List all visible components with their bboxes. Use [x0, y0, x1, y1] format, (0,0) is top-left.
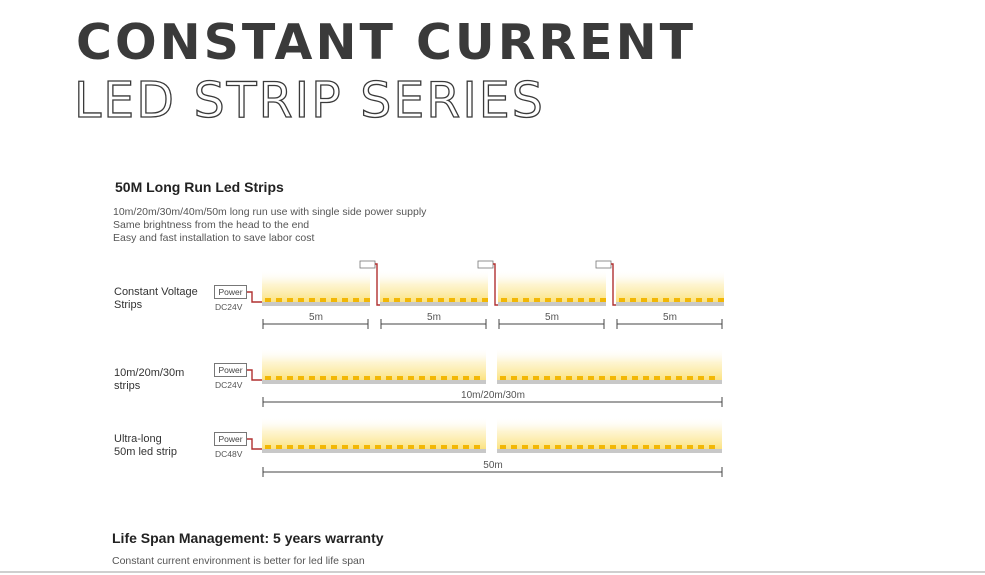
led-chip [287, 445, 293, 449]
led-chip [416, 298, 422, 302]
led-chip [419, 376, 425, 380]
led-chip [687, 445, 693, 449]
led-chip [309, 376, 315, 380]
row-label-line: Constant Voltage [114, 286, 198, 298]
led-chip [643, 376, 649, 380]
strip-length-label: 50m [483, 460, 503, 471]
led-chip [522, 376, 528, 380]
led-chip [331, 445, 337, 449]
led-chip [438, 298, 444, 302]
strips-layer [247, 261, 724, 453]
long-run-line-2: Same brightness from the head to the end [113, 219, 310, 231]
led-chip [405, 298, 411, 302]
led-chip [375, 376, 381, 380]
led-chip [555, 376, 561, 380]
led-chip [452, 445, 458, 449]
led-chip [298, 298, 304, 302]
led-chip [654, 445, 660, 449]
strip-glow [262, 417, 486, 449]
led-chip [534, 298, 540, 302]
led-chip [588, 445, 594, 449]
led-chip [276, 376, 282, 380]
power-supply-box: Power [214, 363, 247, 377]
power-cable [247, 292, 262, 302]
led-chip [364, 298, 370, 302]
led-chip [533, 445, 539, 449]
led-chip [441, 376, 447, 380]
led-chip [463, 376, 469, 380]
power-cable [247, 370, 262, 380]
led-chip [298, 376, 304, 380]
led-chip [544, 376, 550, 380]
led-chip [698, 445, 704, 449]
strip-base [497, 380, 722, 384]
led-chip [500, 376, 506, 380]
led-chip [630, 298, 636, 302]
led-chip [676, 376, 682, 380]
voltage-label: DC24V [215, 380, 243, 390]
life-span-title: Life Span Management: 5 years warranty [112, 530, 384, 546]
led-chip [687, 376, 693, 380]
led-chip [364, 376, 370, 380]
power-cable [493, 264, 498, 305]
led-chip [276, 445, 282, 449]
led-chip [500, 445, 506, 449]
led-chip [709, 445, 715, 449]
strip-base [262, 302, 370, 306]
strip-glow [262, 348, 486, 380]
voltage-label: DC24V [215, 302, 243, 312]
led-chip [460, 298, 466, 302]
led-chip [599, 445, 605, 449]
strip-glow [498, 270, 606, 302]
led-chip [566, 445, 572, 449]
led-chip [383, 298, 389, 302]
power-cable [611, 264, 616, 305]
power-supply-box: Power [214, 432, 247, 446]
led-chip [599, 376, 605, 380]
led-chip [309, 298, 315, 302]
led-chip [474, 445, 480, 449]
led-chip [522, 445, 528, 449]
row-label-constant-voltage [114, 286, 198, 312]
page-subtitle-text: LED STRIP SERIES [74, 72, 545, 129]
strip-base [262, 380, 486, 384]
led-chip [544, 445, 550, 449]
row-label-line: 10m/20m/30m [114, 367, 185, 379]
led-chip [353, 376, 359, 380]
led-chip [577, 445, 583, 449]
page-title: CONSTANT CURRENT [76, 14, 697, 71]
led-chip [621, 445, 627, 449]
led-chip [577, 376, 583, 380]
led-chip [652, 298, 658, 302]
led-chip [588, 376, 594, 380]
led-chip [482, 298, 488, 302]
led-chip [331, 376, 337, 380]
led-chip [397, 445, 403, 449]
led-chip [265, 445, 271, 449]
led-chip [386, 376, 392, 380]
voltage-label: DC48V [215, 449, 243, 459]
led-chip [511, 445, 517, 449]
led-chip [674, 298, 680, 302]
led-chip [632, 445, 638, 449]
led-chip [555, 445, 561, 449]
led-chip [353, 445, 359, 449]
strip-length-label: 10m/20m/30m [461, 390, 525, 401]
led-chip [512, 298, 518, 302]
strip-base [498, 302, 606, 306]
led-chip [397, 376, 403, 380]
life-span-desc: Constant current environment is better for led life span [112, 555, 365, 567]
led-chip [707, 298, 713, 302]
strip-base [497, 449, 722, 453]
led-chip [320, 376, 326, 380]
row-label-ultra-long [114, 433, 177, 459]
strip-glow [262, 270, 370, 302]
mini-power-box [478, 261, 493, 268]
led-chip [632, 376, 638, 380]
row-label-line: 50m led strip [114, 446, 177, 458]
led-chip [676, 445, 682, 449]
led-chip [419, 445, 425, 449]
mini-power-box [360, 261, 375, 268]
bottom-divider [0, 571, 985, 573]
led-chip [342, 376, 348, 380]
led-chip [511, 376, 517, 380]
led-chip [600, 298, 606, 302]
led-chip [408, 376, 414, 380]
led-chip [463, 445, 469, 449]
power-supply-box: Power [214, 285, 247, 299]
strip-glow [497, 348, 722, 380]
led-chip [276, 298, 282, 302]
led-chip [298, 445, 304, 449]
led-chip [265, 298, 271, 302]
led-chip [610, 376, 616, 380]
led-chip [567, 298, 573, 302]
long-run-title: 50M Long Run Led Strips [115, 179, 284, 195]
segment-length-label: 5m [309, 312, 323, 323]
led-chip [474, 376, 480, 380]
row-label-10-30m [114, 367, 184, 393]
strip-base [262, 449, 486, 453]
led-chip [501, 298, 507, 302]
led-chip [471, 298, 477, 302]
led-chip [342, 445, 348, 449]
led-chip [386, 445, 392, 449]
led-chip [452, 376, 458, 380]
led-chip [556, 298, 562, 302]
led-chip [665, 376, 671, 380]
power-cable [375, 264, 380, 305]
strip-glow [497, 417, 722, 449]
row-label-line: Strips [114, 299, 143, 311]
led-chip [394, 298, 400, 302]
led-chip [353, 298, 359, 302]
led-chip [320, 298, 326, 302]
led-chip [685, 298, 691, 302]
led-chip [449, 298, 455, 302]
led-chip [663, 298, 669, 302]
long-run-line-1: 10m/20m/30m/40m/50m long run use with single side power supply [113, 206, 427, 218]
led-chip [523, 298, 529, 302]
strip-glow [380, 270, 488, 302]
led-chip [619, 298, 625, 302]
led-chip [287, 298, 293, 302]
led-chip [610, 445, 616, 449]
led-chip [430, 376, 436, 380]
led-chip [696, 298, 702, 302]
led-chip [441, 445, 447, 449]
long-run-line-3: Easy and fast installation to save labor cost [113, 232, 315, 244]
led-chip [265, 376, 271, 380]
row-label-line: Ultra-long [114, 433, 162, 445]
led-chip [287, 376, 293, 380]
led-chip [643, 445, 649, 449]
led-chip [545, 298, 551, 302]
segment-length-label: 5m [427, 312, 441, 323]
led-chip [320, 445, 326, 449]
led-chip [589, 298, 595, 302]
led-chip [408, 445, 414, 449]
led-chip [654, 376, 660, 380]
led-chip [375, 445, 381, 449]
led-chip [364, 445, 370, 449]
led-chip [342, 298, 348, 302]
led-chip [578, 298, 584, 302]
led-chip [533, 376, 539, 380]
led-chip [430, 445, 436, 449]
segment-length-label: 5m [545, 312, 559, 323]
led-chip [718, 298, 724, 302]
strip-base [616, 302, 724, 306]
strip-glow [616, 270, 724, 302]
power-cable [247, 439, 262, 449]
led-chip [641, 298, 647, 302]
led-chip [566, 376, 572, 380]
mini-power-box [596, 261, 611, 268]
led-chip [331, 298, 337, 302]
led-chip [621, 376, 627, 380]
led-chip [427, 298, 433, 302]
led-chip [698, 376, 704, 380]
led-chip [709, 376, 715, 380]
row-label-line: strips [114, 380, 141, 392]
strip-base [380, 302, 488, 306]
segment-length-label: 5m [663, 312, 677, 323]
led-chip [665, 445, 671, 449]
led-chip [309, 445, 315, 449]
